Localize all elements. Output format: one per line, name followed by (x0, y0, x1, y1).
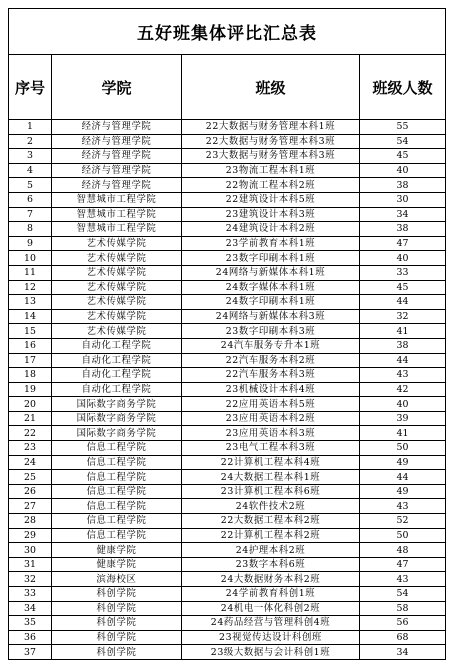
class-cell: 23建筑设计本科3班 (182, 207, 360, 222)
count-cell: 50 (360, 528, 446, 543)
class-cell: 23视觉传达设计科创班 (182, 630, 360, 645)
class-cell: 22汽车服务本科3班 (182, 368, 360, 383)
count-cell: 45 (360, 149, 446, 164)
school-cell: 滨海校区 (52, 572, 182, 587)
seq-cell: 1 (9, 120, 52, 135)
class-cell: 23应用英语本科2班 (182, 411, 360, 426)
table-row (9, 557, 446, 572)
table-row (9, 309, 446, 324)
summary-table (8, 8, 446, 660)
seq-cell: 11 (9, 265, 52, 280)
table-row (9, 601, 446, 616)
class-cell: 24机电一体化科创2班 (182, 601, 360, 616)
seq-cell: 32 (9, 572, 52, 587)
school-cell: 科创学院 (52, 630, 182, 645)
seq-cell: 10 (9, 251, 52, 266)
class-cell: 24建筑设计本科2班 (182, 222, 360, 237)
table-row (9, 484, 446, 499)
table-row (9, 163, 446, 178)
seq-cell: 30 (9, 543, 52, 558)
school-cell: 艺术传媒学院 (52, 251, 182, 266)
seq-cell: 22 (9, 426, 52, 441)
school-cell: 国际数字商务学院 (52, 397, 182, 412)
count-cell: 38 (360, 178, 446, 193)
seq-cell: 17 (9, 353, 52, 368)
seq-cell: 33 (9, 587, 52, 602)
count-cell: 40 (360, 397, 446, 412)
class-cell: 23数字印刷本科1班 (182, 251, 360, 266)
class-cell: 22应用英语本科5班 (182, 397, 360, 412)
seq-cell: 2 (9, 134, 52, 149)
table-row (9, 207, 446, 222)
count-cell: 58 (360, 601, 446, 616)
count-cell: 54 (360, 134, 446, 149)
school-cell: 信息工程学院 (52, 455, 182, 470)
school-cell: 艺术传媒学院 (52, 265, 182, 280)
class-cell: 23应用英语本科3班 (182, 426, 360, 441)
count-cell: 43 (360, 368, 446, 383)
table-row (9, 587, 446, 602)
class-cell: 24数字媒体本科1班 (182, 280, 360, 295)
seq-cell: 5 (9, 178, 52, 193)
table-row (9, 192, 446, 207)
seq-cell: 12 (9, 280, 52, 295)
school-cell: 自动化工程学院 (52, 368, 182, 383)
count-cell: 38 (360, 338, 446, 353)
count-cell: 44 (360, 470, 446, 485)
seq-cell: 24 (9, 455, 52, 470)
table-row (9, 149, 446, 164)
table-row (9, 397, 446, 412)
seq-cell: 37 (9, 645, 52, 660)
class-cell: 23机械设计本科4班 (182, 382, 360, 397)
class-cell: 22物流工程本科2班 (182, 178, 360, 193)
class-cell: 22汽车服务本科2班 (182, 353, 360, 368)
count-cell: 41 (360, 426, 446, 441)
table-row (9, 222, 446, 237)
seq-cell: 18 (9, 368, 52, 383)
header-seq: 序号 (9, 55, 52, 120)
school-cell: 自动化工程学院 (52, 382, 182, 397)
school-cell: 国际数字商务学院 (52, 411, 182, 426)
seq-cell: 15 (9, 324, 52, 339)
seq-cell: 3 (9, 149, 52, 164)
title-row (9, 9, 446, 55)
school-cell: 国际数字商务学院 (52, 426, 182, 441)
school-cell: 艺术传媒学院 (52, 324, 182, 339)
count-cell: 39 (360, 411, 446, 426)
school-cell: 智慧城市工程学院 (52, 192, 182, 207)
table-row (9, 441, 446, 456)
seq-cell: 29 (9, 528, 52, 543)
seq-cell: 7 (9, 207, 52, 222)
count-cell: 52 (360, 514, 446, 529)
table-row (9, 616, 446, 631)
school-cell: 信息工程学院 (52, 499, 182, 514)
header-school: 学院 (52, 55, 182, 120)
count-cell: 49 (360, 484, 446, 499)
class-cell: 23计算机工程本科6班 (182, 484, 360, 499)
count-cell: 42 (360, 382, 446, 397)
count-cell: 44 (360, 295, 446, 310)
count-cell: 44 (360, 353, 446, 368)
seq-cell: 8 (9, 222, 52, 237)
school-cell: 自动化工程学院 (52, 353, 182, 368)
school-cell: 智慧城市工程学院 (52, 222, 182, 237)
class-cell: 23数字本科6班 (182, 557, 360, 572)
table-row (9, 265, 446, 280)
school-cell: 经济与管理学院 (52, 120, 182, 135)
table-row (9, 514, 446, 529)
header-count: 班级人数 (360, 55, 446, 120)
header-row (9, 55, 446, 120)
seq-cell: 21 (9, 411, 52, 426)
table-row (9, 353, 446, 368)
count-cell: 50 (360, 441, 446, 456)
school-cell: 艺术传媒学院 (52, 309, 182, 324)
seq-cell: 28 (9, 514, 52, 529)
school-cell: 健康学院 (52, 543, 182, 558)
class-cell: 22大数据工程本科2班 (182, 514, 360, 529)
class-cell: 23学前教育本科1班 (182, 236, 360, 251)
table-row (9, 499, 446, 514)
class-cell: 24大数据工程本科1班 (182, 470, 360, 485)
class-cell: 22大数据与财务管理本科3班 (182, 134, 360, 149)
table-row (9, 368, 446, 383)
table-row (9, 382, 446, 397)
seq-cell: 13 (9, 295, 52, 310)
count-cell: 43 (360, 572, 446, 587)
school-cell: 智慧城市工程学院 (52, 207, 182, 222)
table-row (9, 645, 446, 660)
header-class: 班级 (182, 55, 360, 120)
school-cell: 信息工程学院 (52, 441, 182, 456)
class-cell: 23电气工程本科3班 (182, 441, 360, 456)
table-row (9, 120, 446, 135)
table-row (9, 572, 446, 587)
school-cell: 科创学院 (52, 645, 182, 660)
count-cell: 49 (360, 455, 446, 470)
table-row (9, 236, 446, 251)
count-cell: 40 (360, 251, 446, 266)
table-row (9, 178, 446, 193)
table-body (9, 120, 446, 660)
school-cell: 经济与管理学院 (52, 149, 182, 164)
class-cell: 23物流工程本科1班 (182, 163, 360, 178)
school-cell: 健康学院 (52, 557, 182, 572)
class-cell: 24网络与新媒体本科1班 (182, 265, 360, 280)
table-row (9, 426, 446, 441)
class-cell: 24大数据财务本科2班 (182, 572, 360, 587)
table-row (9, 470, 446, 485)
seq-cell: 36 (9, 630, 52, 645)
school-cell: 艺术传媒学院 (52, 236, 182, 251)
school-cell: 自动化工程学院 (52, 338, 182, 353)
school-cell: 艺术传媒学院 (52, 280, 182, 295)
school-cell: 信息工程学院 (52, 484, 182, 499)
school-cell: 信息工程学院 (52, 470, 182, 485)
school-cell: 艺术传媒学院 (52, 295, 182, 310)
count-cell: 40 (360, 163, 446, 178)
count-cell: 34 (360, 645, 446, 660)
count-cell: 48 (360, 543, 446, 558)
class-cell: 24学前教育科创1班 (182, 587, 360, 602)
table-row (9, 411, 446, 426)
count-cell: 32 (360, 309, 446, 324)
school-cell: 经济与管理学院 (52, 178, 182, 193)
school-cell: 经济与管理学院 (52, 134, 182, 149)
count-cell: 45 (360, 280, 446, 295)
table-row (9, 455, 446, 470)
school-cell: 信息工程学院 (52, 514, 182, 529)
seq-cell: 14 (9, 309, 52, 324)
table-row (9, 280, 446, 295)
seq-cell: 19 (9, 382, 52, 397)
seq-cell: 31 (9, 557, 52, 572)
class-cell: 24网络与新媒体本科3班 (182, 309, 360, 324)
school-cell: 科创学院 (52, 601, 182, 616)
seq-cell: 34 (9, 601, 52, 616)
sheet-title: 五好班集体评比汇总表 (9, 9, 446, 55)
count-cell: 43 (360, 499, 446, 514)
class-cell: 24数字印刷本科1班 (182, 295, 360, 310)
seq-cell: 9 (9, 236, 52, 251)
class-cell: 24汽车服务专升本1班 (182, 338, 360, 353)
table-row (9, 324, 446, 339)
table-row (9, 295, 446, 310)
class-cell: 22计算机工程本科2班 (182, 528, 360, 543)
school-cell: 科创学院 (52, 616, 182, 631)
count-cell: 68 (360, 630, 446, 645)
seq-cell: 4 (9, 163, 52, 178)
school-cell: 经济与管理学院 (52, 163, 182, 178)
count-cell: 30 (360, 192, 446, 207)
class-cell: 24护理本科2班 (182, 543, 360, 558)
class-cell: 22建筑设计本科5班 (182, 192, 360, 207)
seq-cell: 26 (9, 484, 52, 499)
seq-cell: 27 (9, 499, 52, 514)
count-cell: 34 (360, 207, 446, 222)
count-cell: 47 (360, 236, 446, 251)
seq-cell: 6 (9, 192, 52, 207)
class-cell: 23级大数据与会计科创1班 (182, 645, 360, 660)
table-row (9, 543, 446, 558)
count-cell: 33 (360, 265, 446, 280)
table-row (9, 338, 446, 353)
seq-cell: 20 (9, 397, 52, 412)
school-cell: 信息工程学院 (52, 528, 182, 543)
seq-cell: 25 (9, 470, 52, 485)
class-cell: 23大数据与财务管理本科3班 (182, 149, 360, 164)
table-row (9, 134, 446, 149)
seq-cell: 16 (9, 338, 52, 353)
count-cell: 54 (360, 587, 446, 602)
count-cell: 55 (360, 120, 446, 135)
seq-cell: 23 (9, 441, 52, 456)
class-cell: 22计算机工程本科4班 (182, 455, 360, 470)
table-row (9, 251, 446, 266)
count-cell: 47 (360, 557, 446, 572)
class-cell: 22大数据与财务管理本科1班 (182, 120, 360, 135)
class-cell: 24软件技术2班 (182, 499, 360, 514)
seq-cell: 35 (9, 616, 52, 631)
class-cell: 24药品经营与管理科创4班 (182, 616, 360, 631)
table-row (9, 528, 446, 543)
count-cell: 38 (360, 222, 446, 237)
count-cell: 41 (360, 324, 446, 339)
table-row (9, 630, 446, 645)
class-cell: 23数字印刷本科3班 (182, 324, 360, 339)
school-cell: 科创学院 (52, 587, 182, 602)
count-cell: 56 (360, 616, 446, 631)
